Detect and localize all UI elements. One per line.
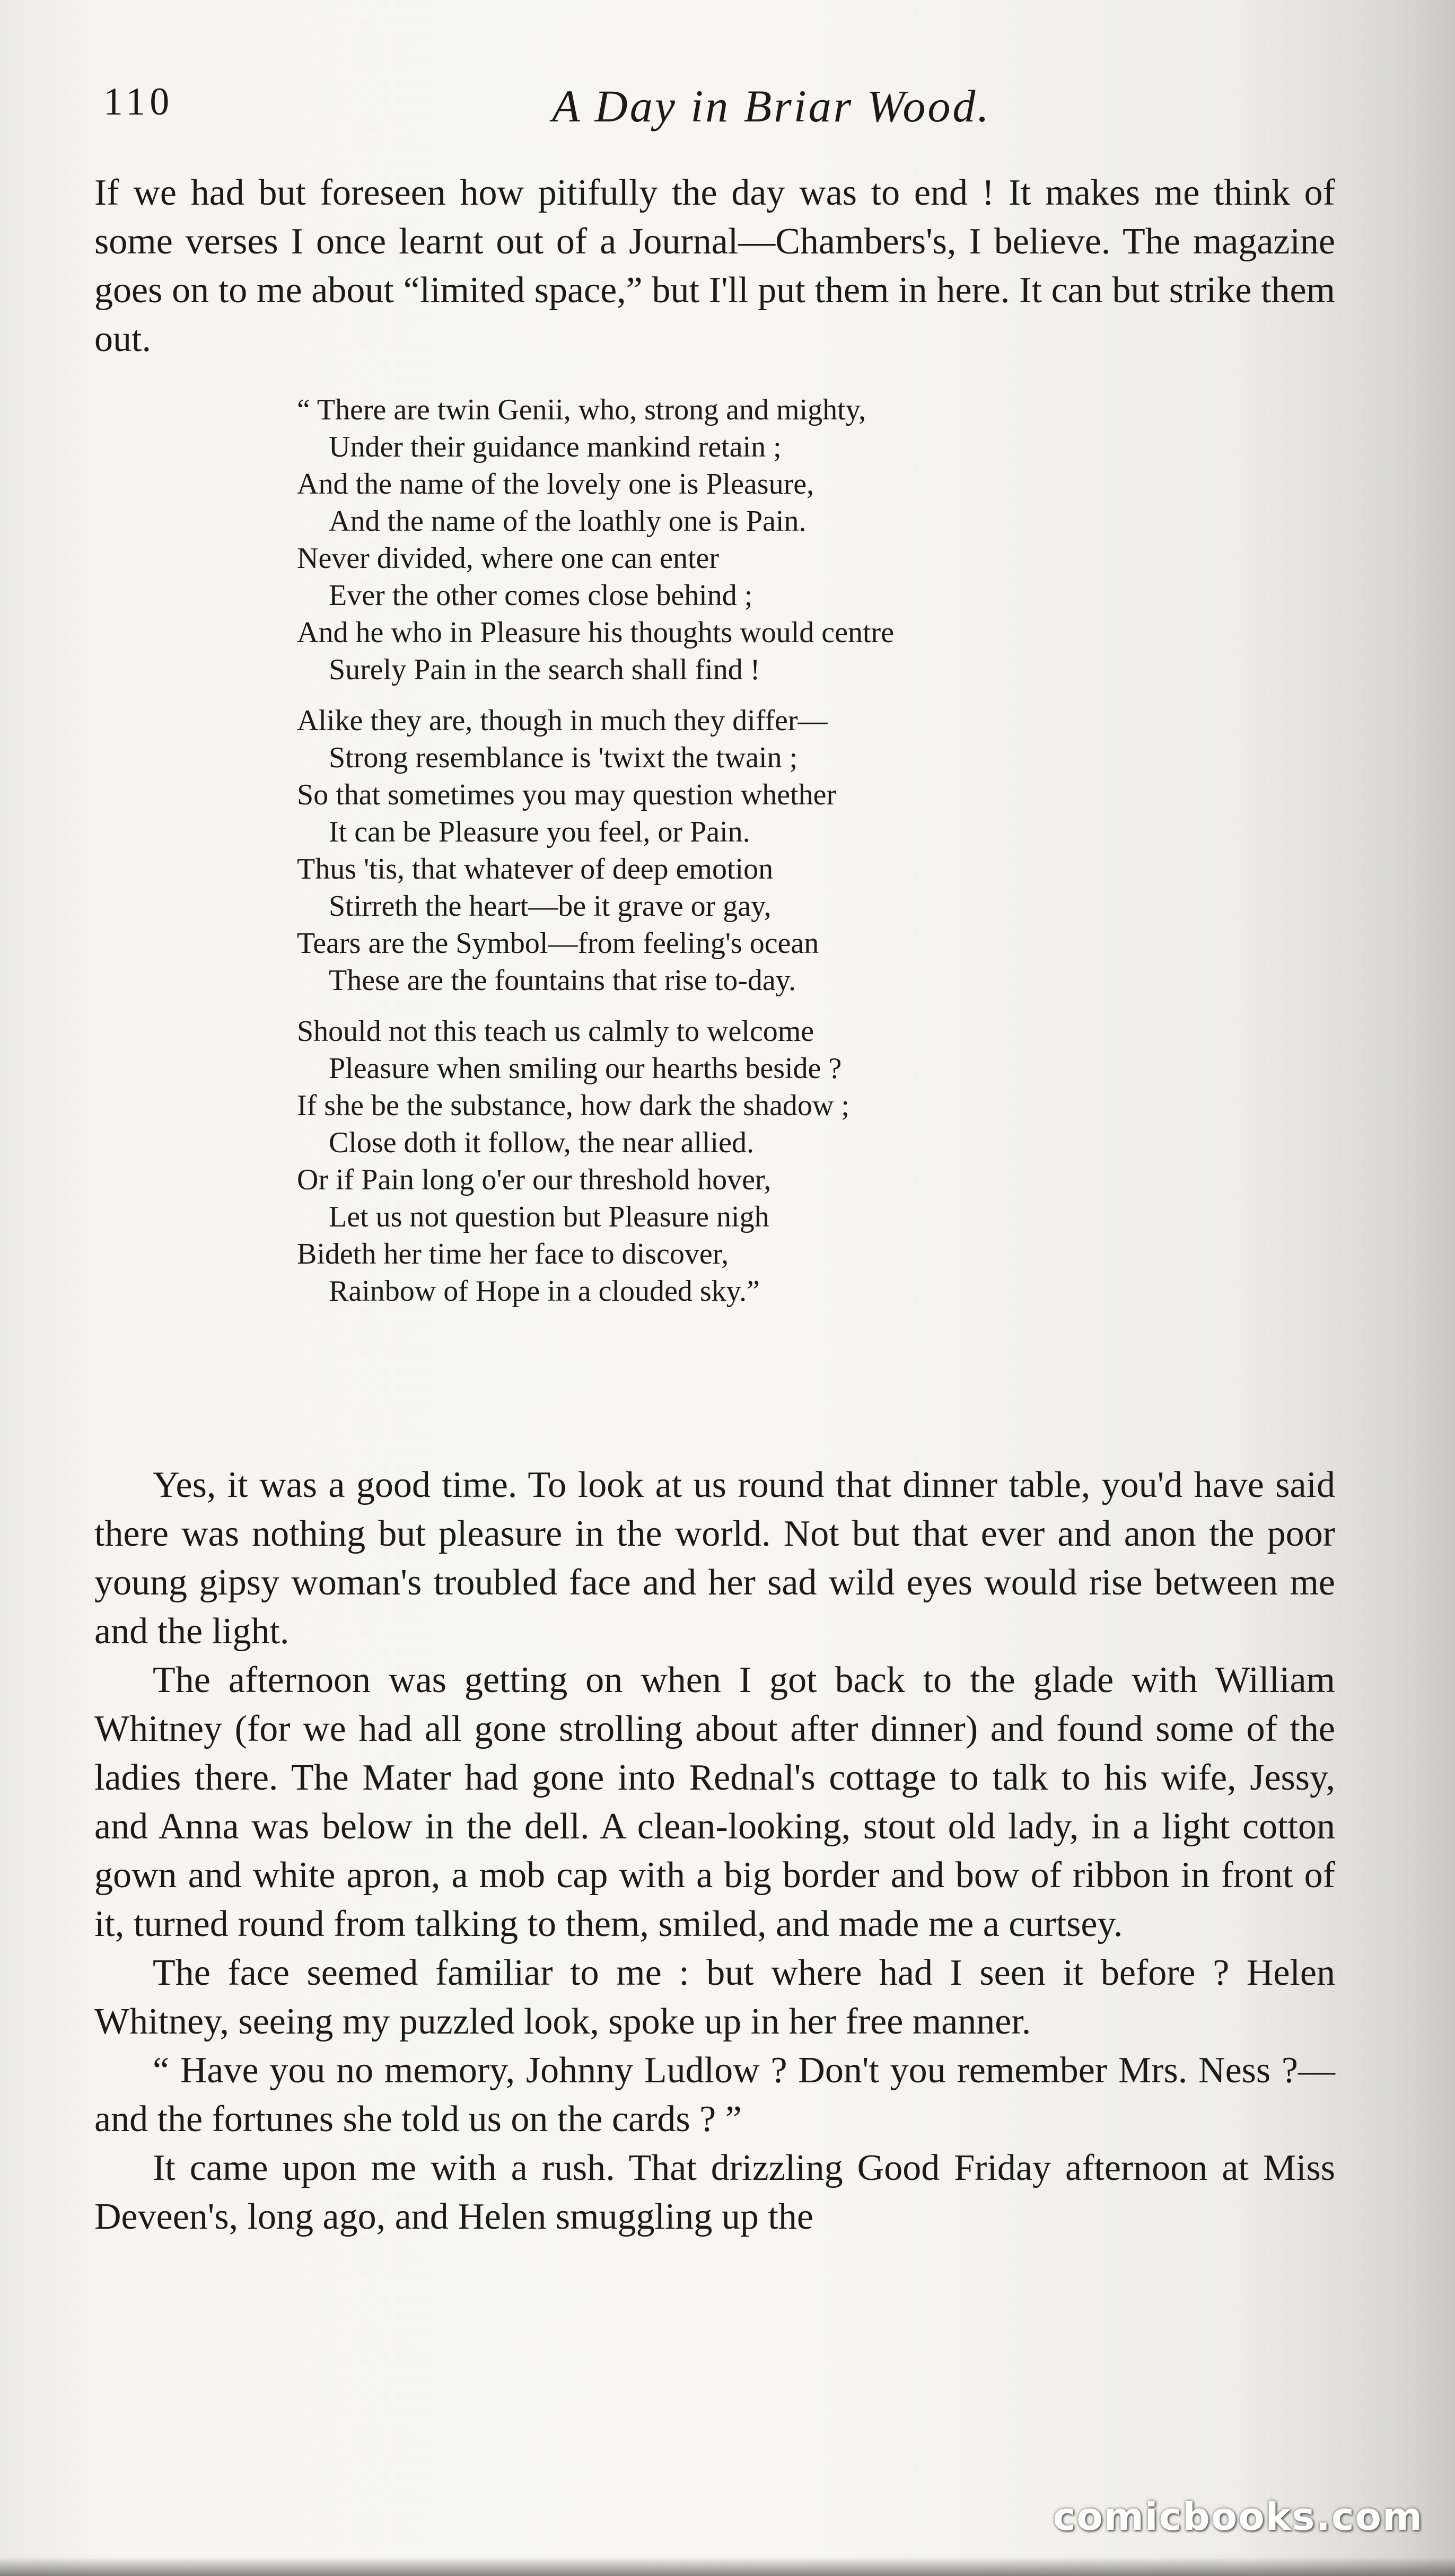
paragraph: Yes, it was a good time. To look at us round that dinner table, you'd have said there was nothing but pleasure in the world. Not but that ever and anon the poor young gipsy woman's troubled face and her sad wild eyes would rise between me and the light.	[94, 1465, 1335, 1652]
poem-line: And the name of the loathly one is Pain.	[329, 505, 807, 538]
running-title: A Day in Briar Wood.	[552, 81, 991, 132]
poem-line: Bideth her time her face to discover,	[297, 1238, 729, 1271]
prose-top	[94, 169, 1335, 364]
paragraph: “ Have you no memory, Johnny Ludlow ? Don't you remember Mrs. Ness ?—and the fortunes she told us on the cards ? ”	[94, 2050, 1335, 2140]
poem-line: Under their guidance mankind retain ;	[329, 431, 782, 463]
poem-line: Strong resemblance is 'twixt the twain ;	[329, 741, 798, 774]
paragraph: It came upon me with a rush. That drizzling Good Friday afternoon at Miss Deveen's, long ago, and Helen smuggling up the	[94, 2148, 1335, 2237]
poem-line: “ There are twin Genii, who, strong and mighty,	[297, 393, 866, 426]
poem-line: Alike they are, though in much they differ—	[297, 704, 828, 737]
poem-line: Or if Pain long o'er our threshold hover,	[297, 1163, 772, 1196]
poem-line: Let us not question but Pleasure nigh	[329, 1201, 769, 1233]
poem-line: Never divided, where one can enter	[297, 542, 720, 575]
paragraph: The afternoon was getting on when I got back to the glade with William Whitney (for we had all gone strolling about after dinner) and found some of the ladies there. The Mater had gone into Rednal's cottage to talk to his wife, Jessy, and Anna was below in the dell. A clean-looking, stout old lady, in a light cotton gown and white apron, a mob cap with a big border and bow of ribbon in front of it, turned round from talking to them, smiled, and made me a curtsey.	[94, 1660, 1335, 1944]
poem-stanza-1	[297, 391, 1145, 688]
poem-line: Close doth it follow, the near allied.	[329, 1126, 754, 1159]
poem-line: Thus 'tis, that whatever of deep emotion	[297, 853, 774, 886]
poem-line: And the name of the lovely one is Pleasure,	[297, 468, 814, 501]
poem-line: Pleasure when smiling our hearths beside ?	[329, 1052, 842, 1085]
poem-line: And he who in Pleasure his thoughts would centre	[297, 616, 895, 649]
poem-line: So that sometimes you may question whether	[297, 778, 837, 811]
poem-line: Ever the other comes close behind ;	[329, 579, 753, 612]
page-number: 110	[103, 80, 174, 124]
paragraph: The face seemed familiar to me : but where had I seen it before ? Helen Whitney, seeing my puzzled look, spoke up in her free manner.	[94, 1952, 1335, 2042]
poem-line: Stirreth the heart—be it grave or gay,	[329, 890, 772, 923]
scan-edge-shadow	[0, 2557, 1455, 2576]
poem-line: Tears are the Symbol—from feeling's ocean	[297, 927, 819, 960]
watermark: comicbooks.com	[1053, 2494, 1423, 2539]
poem-line: Surely Pain in the search shall find !	[329, 653, 760, 686]
poem	[297, 391, 1145, 1324]
poem-stanza-2	[297, 702, 1145, 999]
prose-bottom	[94, 1461, 1335, 2241]
paragraph: If we had but foreseen how pitifully the day was to end ! It makes me think of some verses I once learnt out of a Journal—Chambers's, I believe. The magazine goes on to me about “limited space,” but I'll put them in here. It can but strike them out.	[94, 172, 1335, 360]
poem-line: It can be Pleasure you feel, or Pain.	[329, 816, 750, 848]
poem-line: Should not this teach us calmly to welcome	[297, 1015, 814, 1048]
poem-line: These are the fountains that rise to-day.	[329, 964, 796, 997]
poem-stanza-3	[297, 1013, 1145, 1310]
poem-line: If she be the substance, how dark the shadow ;	[297, 1089, 849, 1122]
poem-line: Rainbow of Hope in a clouded sky.”	[329, 1275, 760, 1308]
page-header	[93, 80, 1365, 138]
